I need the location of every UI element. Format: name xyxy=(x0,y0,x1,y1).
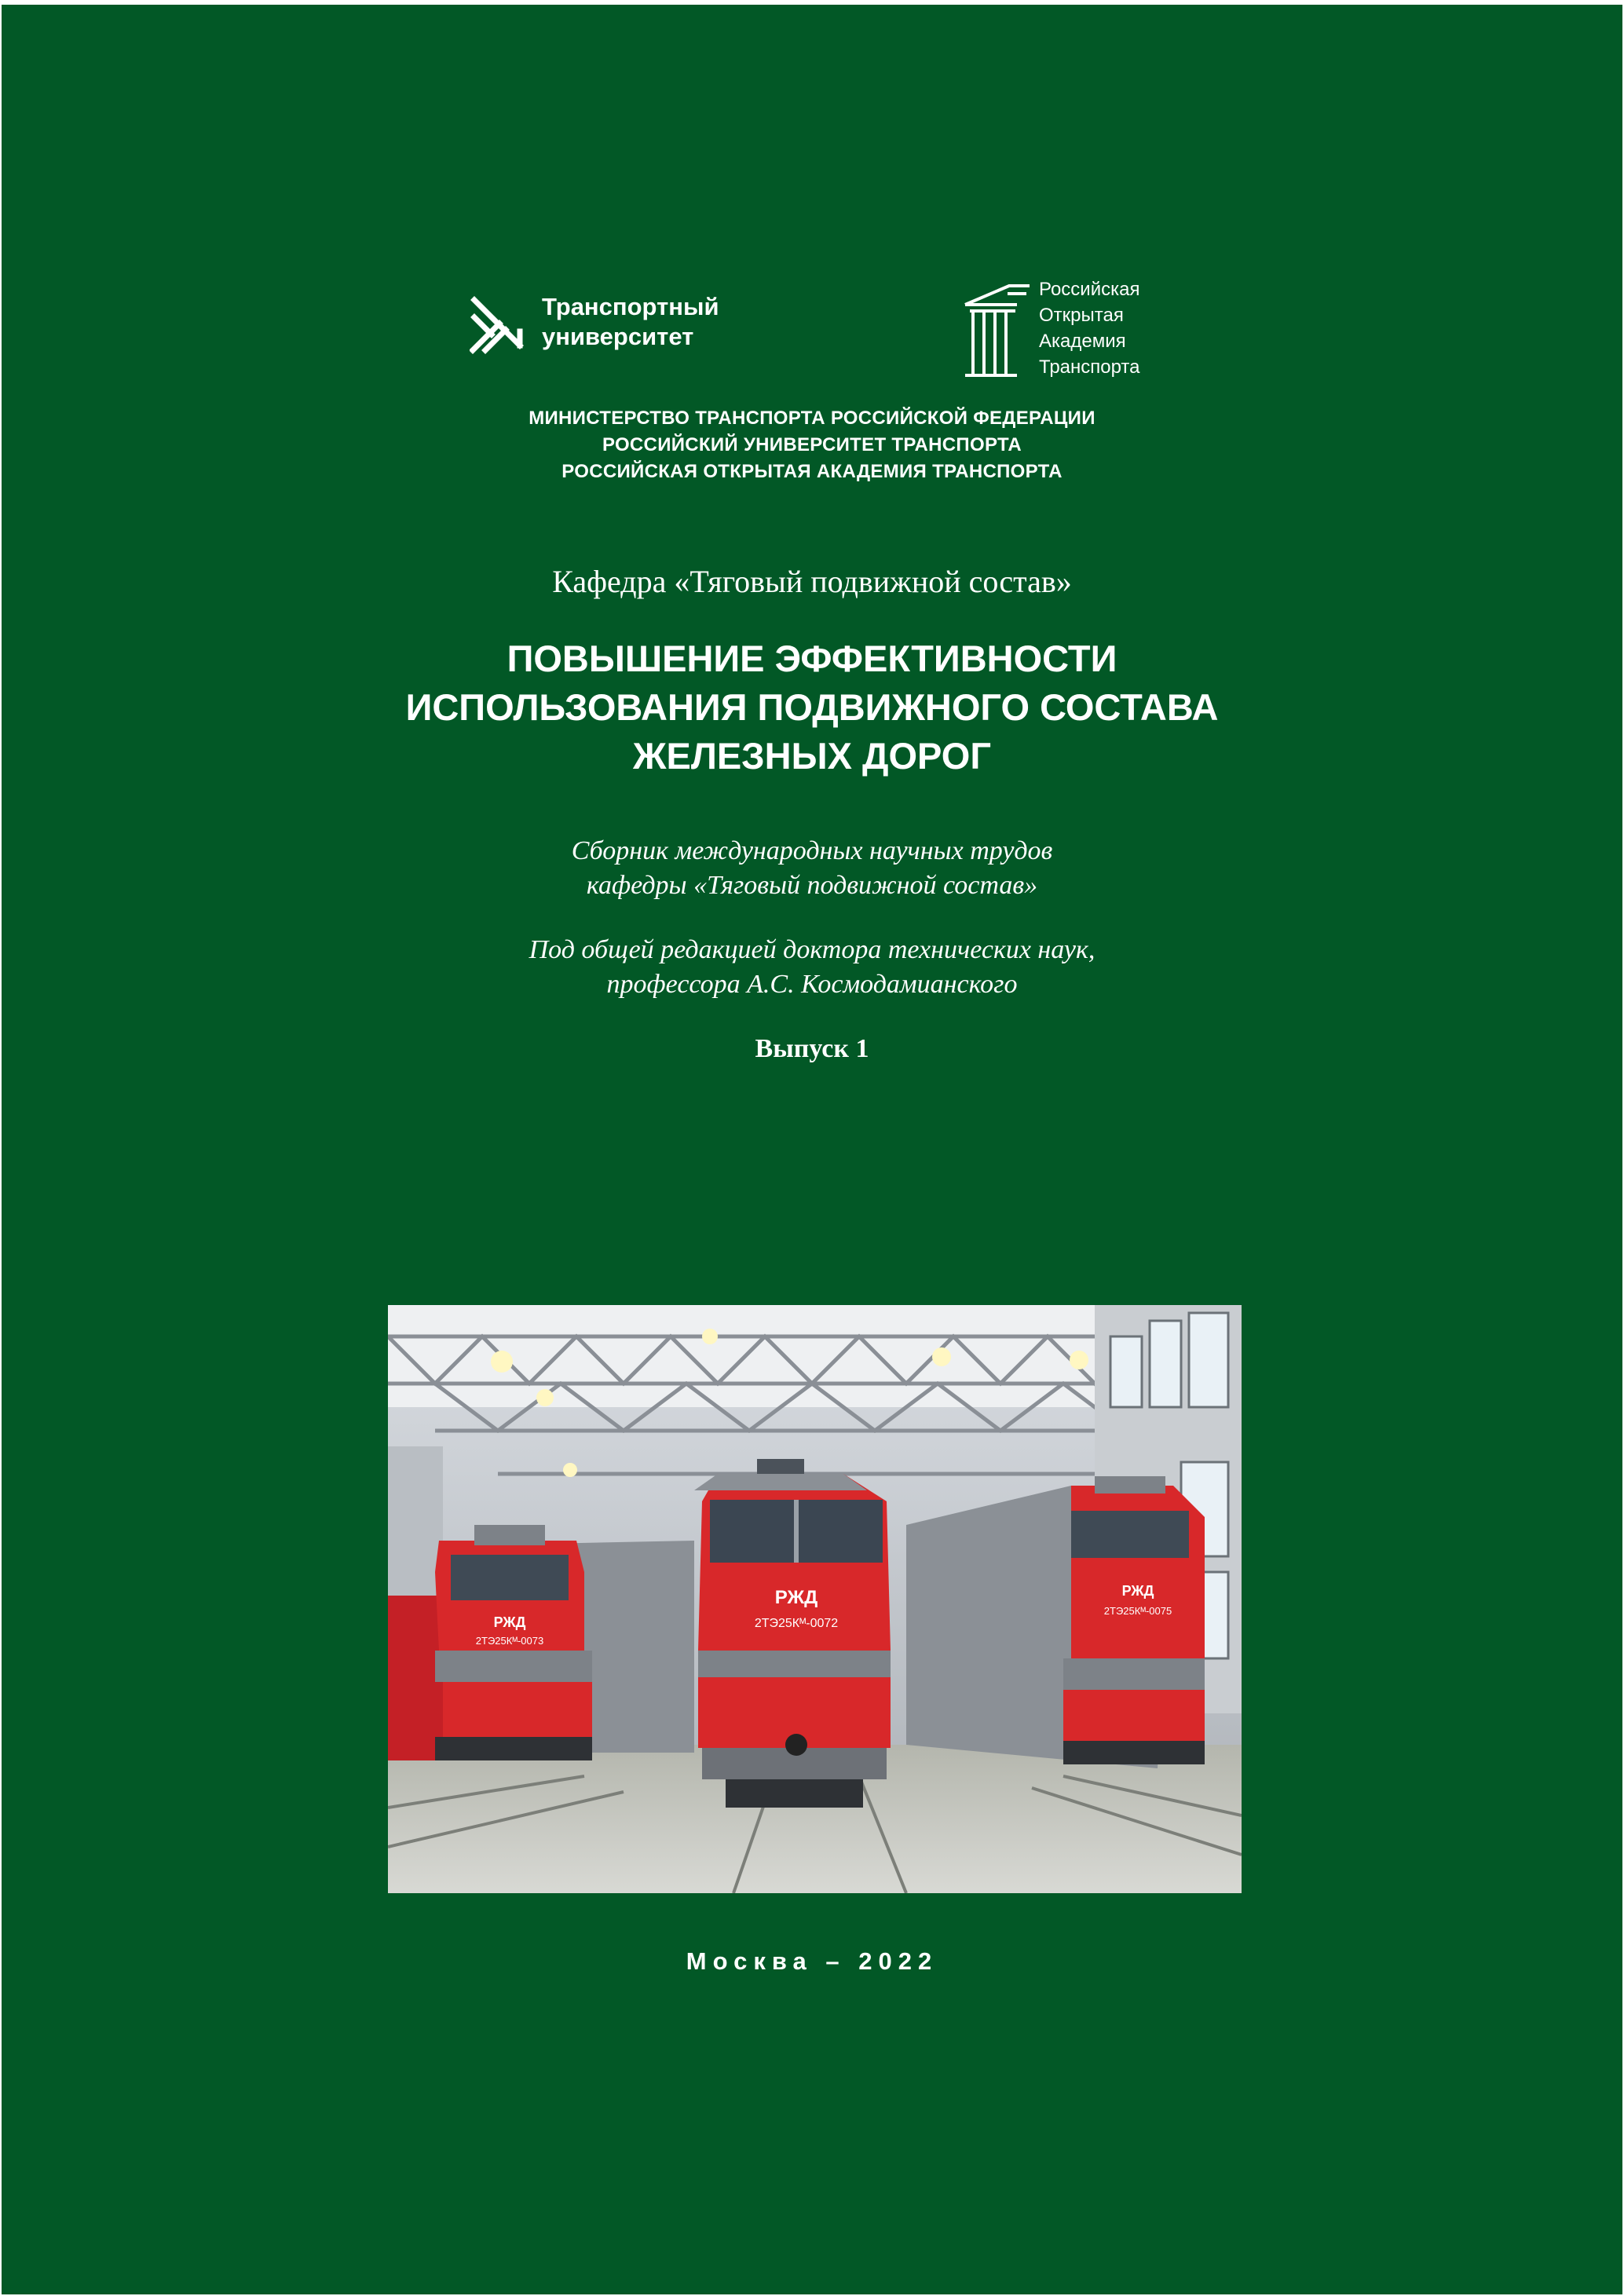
logo-line: Транспортный xyxy=(542,293,719,320)
title-line: ЖЕЛЕЗНЫХ ДОРОГ xyxy=(633,735,991,777)
editor-line: Под общей редакцией доктора технических наук, xyxy=(529,935,1095,964)
title-line: ПОВЫШЕНИЕ ЭФФЕКТИВНОСТИ xyxy=(507,638,1117,679)
title-line: ИСПОЛЬЗОВАНИЯ ПОДВИЖНОГО СОСТАВА xyxy=(405,686,1219,728)
book-subtitle xyxy=(0,834,1624,903)
locomotive-center xyxy=(694,1459,891,1808)
subtitle-line: кафедры «Тяговый подвижной состав» xyxy=(586,871,1038,900)
ministry-line: МИНИСТЕРСТВО ТРАНСПОРТА РОССИЙСКОЙ ФЕДЕРАЦИИ xyxy=(529,408,1095,429)
academy-building-icon xyxy=(962,280,1033,380)
locomotive-left xyxy=(435,1525,694,1760)
editor-credit xyxy=(0,933,1624,1002)
academy-line: РОССИЙСКАЯ ОТКРЫТАЯ АКАДЕМИЯ ТРАНСПОРТА xyxy=(561,461,1063,482)
logo-line: Транспорта xyxy=(1039,356,1140,378)
subtitle-line: Сборник международных научных трудов xyxy=(571,836,1053,865)
rota-logo xyxy=(962,276,1190,386)
loco-number-right: 2ТЭ25Кᴹ-0075 xyxy=(1103,1605,1172,1617)
loco-brand-center: РЖД xyxy=(774,1587,818,1608)
locomotive-depot-illustration xyxy=(388,1305,1242,1893)
loco-number-center: 2ТЭ25Кᴹ-0072 xyxy=(754,1617,839,1630)
issue-number: Выпуск 1 xyxy=(755,1034,869,1063)
logo-line: Академия xyxy=(1039,331,1126,352)
publisher-block xyxy=(0,405,1624,485)
department-name: Кафедра «Тяговый подвижной состав» xyxy=(552,564,1072,599)
locomotive-right xyxy=(906,1476,1205,1768)
logo-line: Российская xyxy=(1039,279,1140,300)
city-year: Москва – 2022 xyxy=(686,1947,938,1975)
loco-brand-right: РЖД xyxy=(1121,1583,1154,1599)
transport-university-emblem-icon xyxy=(470,294,525,356)
book-title xyxy=(0,634,1624,781)
logo-line: университет xyxy=(542,323,694,350)
transport-university-logo xyxy=(470,292,721,358)
editor-line: профессора А.С. Космодамианского xyxy=(606,970,1018,999)
university-line: РОССИЙСКИЙ УНИВЕРСИТЕТ ТРАНСПОРТА xyxy=(602,434,1022,455)
loco-number-left: 2ТЭ25Кᴹ-0073 xyxy=(475,1635,544,1647)
loco-brand-left: РЖД xyxy=(493,1614,526,1630)
cover-photo xyxy=(388,1305,1242,1893)
logo-line: Открытая xyxy=(1039,305,1124,326)
